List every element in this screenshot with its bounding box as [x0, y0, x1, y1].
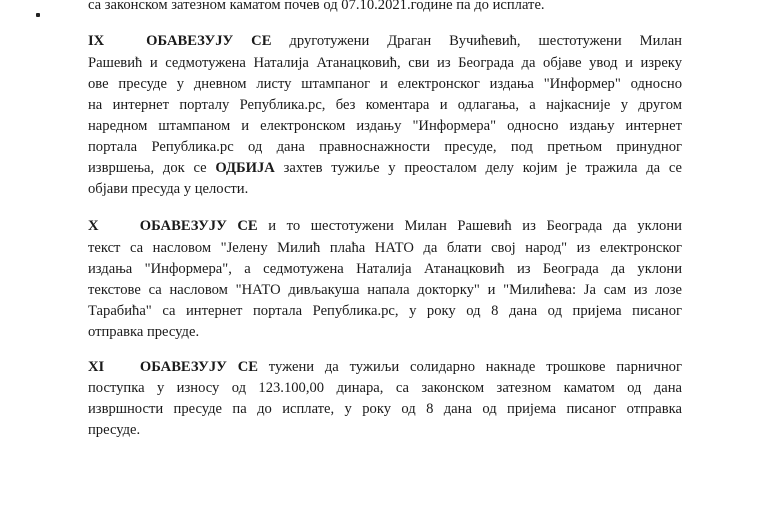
- section-x-number: X: [88, 218, 99, 234]
- section-xi-verb: ОБАВЕЗУЈУ СЕ: [139, 359, 258, 375]
- margin-dot: [36, 13, 40, 17]
- section-ix-line-6: портала Република.рс од дана правноснажности пресуде, под претњом принудног: [88, 139, 682, 155]
- section-ix-number: IX: [88, 33, 105, 49]
- section-ix-text: друготужени Драган Вучићевић, шестотужени Милан: [289, 33, 682, 49]
- section-xi-line-4: пресуде.: [88, 422, 141, 438]
- section-xi-line-2: поступка у износу од 123.100,00 динара, са законском затезном каматом од дана: [88, 380, 682, 396]
- section-x-text: и то шестотужени Милан Рашевић из Београда да уклони: [268, 218, 682, 234]
- section-xi-number: XI: [88, 359, 105, 375]
- section-x-line-4: текстове са насловом "НАТО дивљакуша напала докторку" и "Милићева: Ја сам из лозе: [88, 282, 682, 298]
- rejects-verb: ОДБИЈА: [215, 160, 275, 176]
- continued-line: са законском затезном каматом почев од 07.10.2021.године па до исплате.: [88, 0, 545, 13]
- section-ix-line-8: објави пресуда у целости.: [88, 181, 249, 197]
- section-ix-line-4: на интернет порталу Република.рс, без коментара и одлагања, а најкасније у другом: [88, 97, 682, 113]
- section-x-line-5: Тарабића" са интернет портала Република.рс, у року од 8 дана од пријема писаног: [88, 303, 682, 319]
- section-ix-verb: ОБАВЕЗУЈУ СЕ: [146, 33, 272, 49]
- section-ix-line-5: наредном штампаном и електронском издању "Информера" односно издању интернет: [88, 118, 682, 134]
- section-x-line-3: издања "Информера", а седмотужена Наталија Атанацковић из Београда да уклони: [88, 261, 682, 277]
- section-x-verb: ОБАВЕЗУЈУ СЕ: [139, 218, 258, 234]
- section-x-line-2: текст са насловом "Јелену Милић плаћа НАТО да блати свој народ" из електронског: [88, 240, 682, 256]
- section-xi-text: тужени да тужиљи солидарно накнаде трошкове парничног: [268, 359, 682, 375]
- section-x-line-6: отправка пресуде.: [88, 324, 200, 340]
- section-ix-line-1: [88, 34, 682, 49]
- section-ix-line-2: Рашевић и седмотужена Наталија Атанацковић, сви из Београда да објаве увод и изреку: [88, 55, 682, 71]
- section-ix-line-7: извршења, док се ОДБИЈА захтев тужиље у преосталом делу којим је тражила да се: [88, 160, 682, 176]
- section-x-line-1: [88, 219, 682, 234]
- section-xi-line-1: [88, 360, 682, 375]
- section-ix-line-3: ове пресуде у дневном листу штампаног и електронског издања "Информер" односно: [88, 76, 682, 92]
- section-xi-line-3: извршности пресуде па до исплате, у року од 8 дана од пријема писаног отправка: [88, 401, 682, 417]
